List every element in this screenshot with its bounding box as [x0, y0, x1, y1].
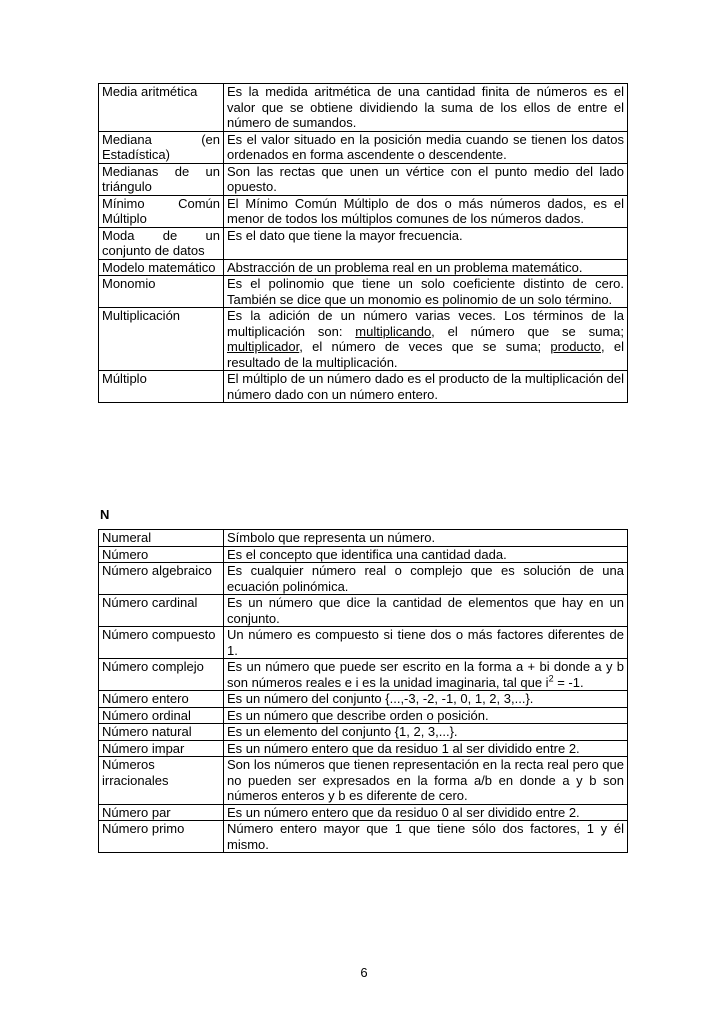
- table-row: [99, 821, 628, 853]
- section-letter-heading: N: [100, 507, 110, 522]
- underlined-term: multiplicando: [355, 323, 432, 339]
- term-cell: Mínimo Común Múltiplo: [99, 195, 224, 227]
- table-row: [99, 563, 628, 595]
- table-row: [99, 227, 628, 259]
- term-cell: Número primo: [99, 821, 224, 853]
- term-cell: Número ordinal: [99, 707, 224, 724]
- term-cell: Número: [99, 546, 224, 563]
- term-cell: Moda de un conjunto de datos: [99, 227, 224, 259]
- term-cell: Número impar: [99, 740, 224, 757]
- definition-cell: El Mínimo Común Múltiplo de dos o más números dados, es el menor de todos los múltiplos comunes de los números dados.: [224, 195, 628, 227]
- table-row: [99, 371, 628, 403]
- definition-cell: Es un número entero que da residuo 0 al ser dividido entre 2.: [224, 804, 628, 821]
- table-row: [99, 308, 628, 371]
- table-row: [99, 163, 628, 195]
- table-row: [99, 659, 628, 691]
- definition-cell: Es un número entero que da residuo 1 al ser dividido entre 2.: [224, 740, 628, 757]
- term-cell: Multiplicación: [99, 308, 224, 371]
- table-row: [99, 804, 628, 821]
- table-row: [99, 276, 628, 308]
- underlined-term: multiplicador: [227, 339, 300, 354]
- table-row: [99, 259, 628, 276]
- definition-cell: Es un número que puede ser escrito en la forma a + bi donde a y b son números reales e i es la unidad imaginaria, tal que $i^2 = -1$.: [224, 659, 628, 691]
- definition-cell: Es un elemento del conjunto {1, 2, 3,...}.: [224, 724, 628, 741]
- term-cell: Múltiplo: [99, 371, 224, 403]
- table-row: [99, 707, 628, 724]
- term-cell: Numeral: [99, 530, 224, 547]
- term-cell: Número compuesto: [99, 627, 224, 659]
- definition-cell: Es cualquier número real o complejo que es solución de una ecuación polinómica.: [224, 563, 628, 595]
- definition-cell: Es el valor situado en la posición media cuando se tienen los datos ordenados en forma ascendente o descendente.: [224, 131, 628, 163]
- definition-cell: Es el polinomio que tiene un solo coeficiente distinto de cero. También se dice que un monomio es polinomio de un solo término.: [224, 276, 628, 308]
- table-row: [99, 724, 628, 741]
- table-row: [99, 131, 628, 163]
- definition-cell: Son los números que tienen representación en la recta real pero que no pueden ser expresados en la forma a/b en donde a y b son números enteros y b es diferente de cero.: [224, 757, 628, 805]
- definition-cell: Es un número que describe orden o posición.: [224, 707, 628, 724]
- definition-cell: Es el dato que tiene la mayor frecuencia.: [224, 227, 628, 259]
- definition-cell: El múltiplo de un número dado es el producto de la multiplicación del número dado con un número entero.: [224, 371, 628, 403]
- term-cell: Mediana (en Estadística): [99, 131, 224, 163]
- definition-cell: Un número es compuesto si tiene dos o más factores diferentes de 1.: [224, 627, 628, 659]
- table-row: [99, 740, 628, 757]
- definition-cell: Es un número del conjunto {...,-3, -2, -1, 0, 1, 2, 3,...}.: [224, 691, 628, 708]
- term-cell: Número cardinal: [99, 595, 224, 627]
- definition-cell: Es la medida aritmética de una cantidad finita de números es el valor que se obtiene dividiendo la suma de los ellos de entre el número de sumandos.: [224, 84, 628, 132]
- term-cell: Media aritmética: [99, 84, 224, 132]
- glossary-table-n: [98, 529, 628, 853]
- table-row: [99, 595, 628, 627]
- term-cell: Monomio: [99, 276, 224, 308]
- term-cell: Número par: [99, 804, 224, 821]
- term-cell: Modelo matemático: [99, 259, 224, 276]
- term-cell: Número natural: [99, 724, 224, 741]
- definition-cell: Número entero mayor que 1 que tiene sólo dos factores, 1 y él mismo.: [224, 821, 628, 853]
- definition-cell: Son las rectas que unen un vértice con el punto medio del lado opuesto.: [224, 163, 628, 195]
- definition-cell: Es el concepto que identifica una cantidad dada.: [224, 546, 628, 563]
- definition-cell: Es un número que dice la cantidad de elementos que hay en un conjunto.: [224, 595, 628, 627]
- term-cell: Número entero: [99, 691, 224, 708]
- underlined-term: producto: [550, 339, 601, 354]
- table-row: [99, 530, 628, 547]
- table-row: [99, 627, 628, 659]
- term-cell: Número complejo: [99, 659, 224, 691]
- definition-cell: Abstracción de un problema real en un problema matemático.: [224, 259, 628, 276]
- table-row: [99, 691, 628, 708]
- definition-cell: Símbolo que representa un número.: [224, 530, 628, 547]
- glossary-table-m: [98, 83, 628, 403]
- table-row: [99, 195, 628, 227]
- table-row: [99, 546, 628, 563]
- term-cell: Número algebraico: [99, 563, 224, 595]
- definition-cell: Es la adición de un número varias veces. Los términos de la multiplicación son: multiplicando, el número que se suma; multiplicador, el número de veces que se suma; producto, el resultado de la multiplicación.: [224, 308, 628, 371]
- term-cell: Medianas de un triángulo: [99, 163, 224, 195]
- superscript: 2: [548, 673, 554, 684]
- page-number: 6: [360, 965, 368, 980]
- table-row: [99, 84, 628, 132]
- term-cell: Números irracionales: [99, 757, 224, 805]
- table-row: [99, 757, 628, 805]
